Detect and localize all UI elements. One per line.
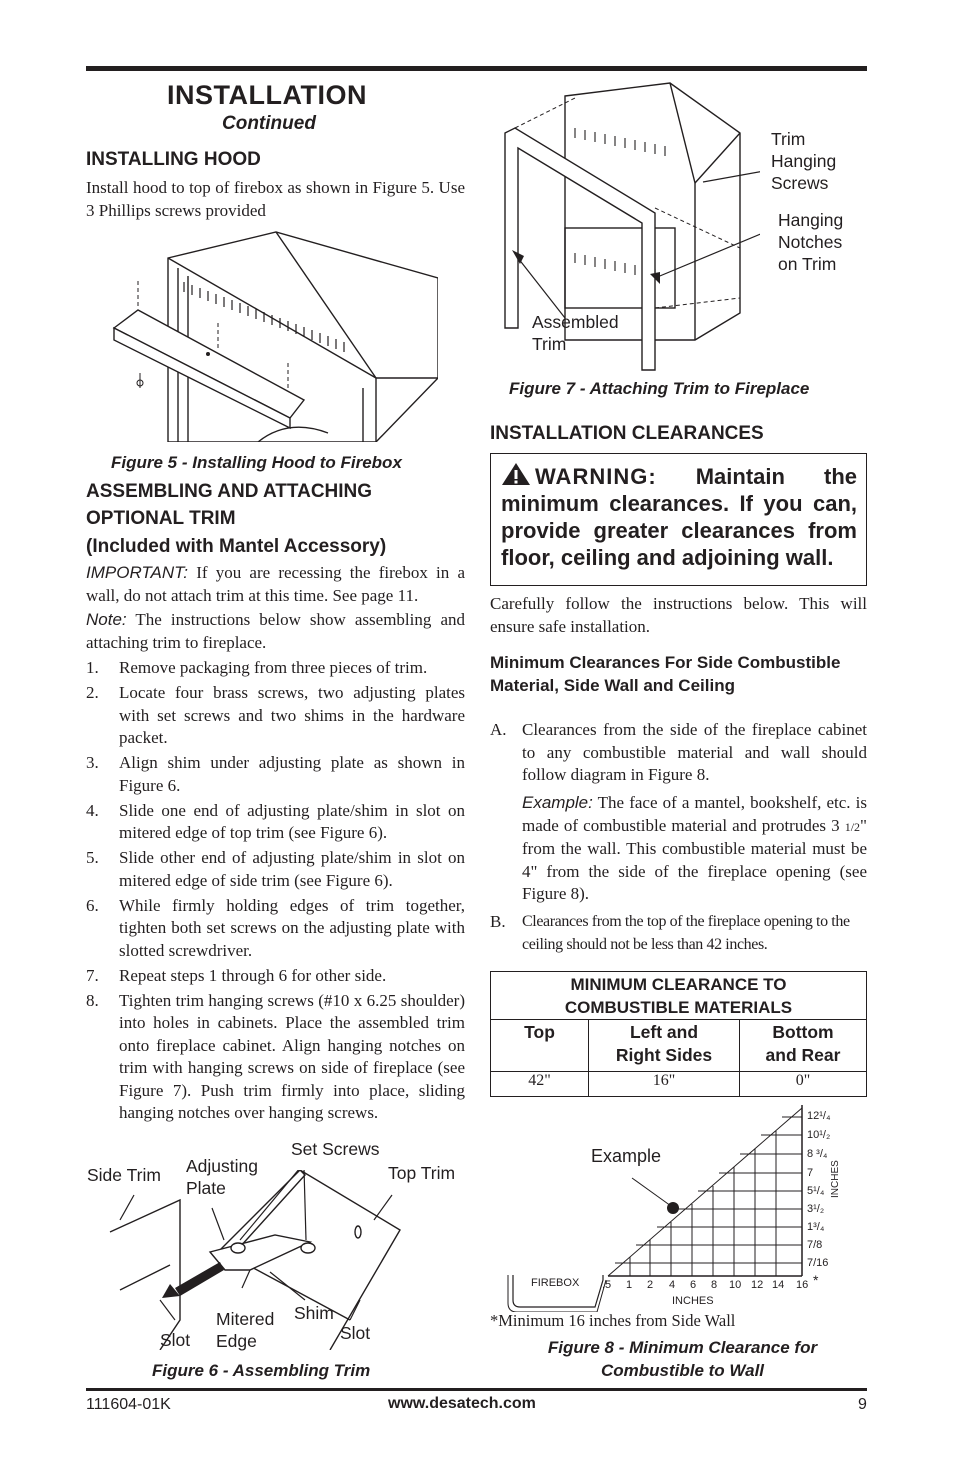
figure8-x-axis-label: INCHES bbox=[672, 1295, 714, 1307]
x-tick: 1 bbox=[626, 1279, 633, 1291]
x-tick: 10 bbox=[729, 1279, 742, 1291]
step-item bbox=[86, 752, 465, 797]
step-item bbox=[86, 847, 465, 892]
warning-triangle-icon bbox=[501, 462, 531, 486]
trim-heading-3: (Included with Mantel Accessory) bbox=[86, 536, 387, 557]
table-title-1: MINIMUM CLEARANCE TO bbox=[570, 974, 787, 994]
page-title: INSTALLATION bbox=[167, 80, 367, 110]
x-tick: 12 bbox=[751, 1279, 764, 1291]
figure7-fireplace-illustration bbox=[490, 78, 760, 376]
top-rule bbox=[86, 66, 867, 71]
step-text: Locate four brass screws, two adjusting plates with set screws and two shims in the hardware packet. bbox=[119, 683, 465, 747]
table-header-sides-1: Left and bbox=[629, 1022, 699, 1042]
clearances-intro: Carefully follow the instructions below. This will ensure safe installation. bbox=[490, 594, 867, 636]
figure6-label-side-trim: Side Trim bbox=[87, 1165, 161, 1185]
step-item bbox=[86, 682, 465, 750]
step-text: Slide other end of adjusting plate/shim in slot on mitered edge of side trim (see Figure 6). bbox=[119, 848, 465, 890]
figure7-label-assembled: Assembled bbox=[532, 312, 619, 332]
table-row bbox=[491, 972, 867, 1020]
figure5-hood-illustration bbox=[108, 228, 438, 442]
figure6-caption: Figure 6 - Assembling Trim bbox=[152, 1361, 371, 1380]
table-title bbox=[491, 972, 867, 1020]
clearance-table bbox=[490, 971, 867, 1097]
important-paragraph bbox=[86, 562, 465, 607]
figure6-label-adjusting: Adjusting bbox=[186, 1156, 258, 1176]
step-item bbox=[86, 657, 465, 680]
x-tick: 4 bbox=[669, 1279, 676, 1291]
y-tick: 1³/₄ bbox=[807, 1221, 825, 1233]
trim-heading-1: ASSEMBLING AND ATTACHING bbox=[86, 481, 373, 502]
table-cell-top: 42" bbox=[491, 1072, 589, 1097]
table-header-bottom bbox=[740, 1020, 867, 1072]
y-tick: 10¹/₂ bbox=[807, 1129, 831, 1141]
figure8-caption-2: Combustible to Wall bbox=[600, 1361, 765, 1380]
table-header-sides-2: Right Sides bbox=[615, 1045, 713, 1065]
step-number: 5. bbox=[86, 848, 99, 867]
item-b-letter: B. bbox=[490, 912, 506, 931]
warning-rest: Maintain the minimum clearances. If you can, provide greater clearances from floor, ceiling and adjoining wall. bbox=[501, 464, 857, 570]
y-tick: 3¹/₂ bbox=[807, 1203, 825, 1215]
figure6-label-edge: Edge bbox=[216, 1331, 257, 1351]
y-tick: 8 ³/₄ bbox=[807, 1148, 828, 1160]
figure6-label-shim: Shim bbox=[294, 1303, 334, 1323]
step-number: 3. bbox=[86, 753, 99, 772]
clearances-heading: INSTALLATION CLEARANCES bbox=[490, 423, 764, 444]
figure7-label-trim-2: Trim bbox=[532, 334, 567, 354]
x-tick: 8 bbox=[711, 1279, 718, 1291]
page-subtitle: Continued bbox=[222, 113, 316, 134]
example-fraction: 1/2 bbox=[844, 819, 861, 834]
note-paragraph bbox=[86, 609, 465, 654]
figure8-caption-1: Figure 8 - Minimum Clearance for bbox=[547, 1338, 818, 1357]
step-item bbox=[86, 990, 465, 1125]
step-text: Repeat steps 1 through 6 for other side. bbox=[119, 965, 387, 985]
step-text: While firmly holding edges of trim together, tighten both set screws on the adjusting plate with slotted screwdriver. bbox=[119, 895, 465, 960]
example-label: Example: bbox=[522, 793, 593, 812]
x-tick: .5 bbox=[602, 1279, 612, 1291]
footer-page-number: 9 bbox=[858, 1396, 867, 1413]
figure8-example-label: Example bbox=[591, 1146, 662, 1166]
table-header-sides bbox=[589, 1020, 740, 1072]
step-text: Slide one end of adjusting plate/shim in slot on mitered edge of top trim (see Figure 6). bbox=[119, 800, 465, 842]
step-number: 6. bbox=[86, 895, 99, 915]
step-number: 8. bbox=[86, 990, 99, 1010]
step-number: 4. bbox=[86, 800, 99, 820]
x-tick: 6 bbox=[690, 1279, 697, 1291]
table-row bbox=[491, 1072, 867, 1097]
note-label: Note: bbox=[86, 610, 127, 629]
step-text: Align shim under adjusting plate as shown in Figure 6. bbox=[119, 753, 465, 795]
y-tick: 7/8 bbox=[807, 1239, 823, 1251]
step-text: Tighten trim hanging screws (#10 x 6.25 shoulder) into holes in cabinets. Place the assembled trim onto fireplace cabinet. Align hanging notches on trim with hanging screws on side of fireplace (see Figure 7). Push trim firmly into place, sliding hanging notches over hanging screws. bbox=[119, 990, 465, 1122]
figure6-label-mitered: Mitered bbox=[216, 1309, 275, 1329]
warning-box bbox=[490, 453, 867, 586]
table-row bbox=[491, 1020, 867, 1072]
item-a-text: Clearances from the side of the fireplace cabinet to any combustible material and wall should follow diagram in Figure 8. bbox=[522, 720, 867, 784]
installing-hood-text: Install hood to top of firebox as shown in Figure 5. Use 3 Phillips screws provided bbox=[86, 178, 465, 220]
figure6-label-slot-right: Slot bbox=[340, 1323, 371, 1343]
important-label: IMPORTANT: bbox=[86, 563, 188, 582]
table-cell-bottom: 0" bbox=[740, 1072, 867, 1097]
figure6-label-top-trim: Top Trim bbox=[388, 1163, 456, 1183]
figure6-label-plate: Plate bbox=[186, 1178, 226, 1198]
table-header-top: Top bbox=[491, 1020, 589, 1072]
step-item bbox=[86, 965, 465, 988]
footer-doc-number: 111604-01K bbox=[86, 1396, 171, 1413]
figure7-label-notches-2: Notches bbox=[778, 232, 843, 252]
note-text: The instructions below show assembling and attaching trim to fireplace. bbox=[86, 610, 465, 652]
figure8-asterisk: * bbox=[813, 1272, 819, 1288]
table-cell-sides: 16" bbox=[589, 1072, 740, 1097]
step-number: 1. bbox=[86, 658, 99, 677]
installing-hood-heading: INSTALLING HOOD bbox=[86, 149, 261, 170]
figure6-label-set-screws: Set Screws bbox=[291, 1139, 380, 1159]
x-tick: 2 bbox=[647, 1279, 654, 1291]
y-tick: 12¹/₄ bbox=[807, 1110, 831, 1122]
step-item bbox=[86, 800, 465, 845]
step-number: 7. bbox=[86, 965, 99, 985]
figure8-firebox-label: FIREBOX bbox=[531, 1277, 580, 1289]
table-header-bottom-2: and Rear bbox=[765, 1045, 841, 1065]
example-paragraph bbox=[522, 792, 867, 906]
figure7-label-trim: Trim bbox=[771, 129, 806, 149]
warning-word: WARNING: bbox=[535, 464, 657, 489]
figure5-caption: Figure 5 - Installing Hood to Firebox bbox=[111, 453, 402, 472]
figure7-label-notches-3: on Trim bbox=[778, 254, 837, 274]
figure7-label-notches-1: Hanging bbox=[778, 210, 844, 230]
example-text-1: The face of a mantel, bookshelf, etc. is made of combustible material and protrudes 3 bbox=[522, 793, 867, 835]
figure7-label-screws: Screws bbox=[771, 173, 829, 193]
trim-steps-list bbox=[86, 657, 465, 1127]
figure8-y-axis-label: INCHES bbox=[830, 1160, 841, 1198]
x-tick: 16 bbox=[796, 1279, 809, 1291]
bottom-rule bbox=[86, 1388, 867, 1391]
footer-website-link[interactable]: www.desatech.com bbox=[388, 1395, 536, 1412]
step-number: 2. bbox=[86, 683, 99, 702]
figure8-footnote: *Minimum 16 inches from Side Wall bbox=[490, 1311, 736, 1330]
y-tick: 7 bbox=[807, 1167, 814, 1179]
step-item bbox=[86, 895, 465, 963]
y-tick: 5¹/₄ bbox=[807, 1185, 825, 1197]
trim-heading-2: OPTIONAL TRIM bbox=[86, 508, 236, 529]
important-text: If you are recessing the firebox in a wall, do not attach trim at this time. See page 11. bbox=[86, 563, 465, 605]
table-title-2: COMBUSTIBLE MATERIALS bbox=[564, 997, 793, 1017]
table-header-bottom-1: Bottom bbox=[772, 1022, 834, 1042]
item-b-text: Clearances from the top of the fireplace opening to the ceiling should not be less than 42 inches. bbox=[522, 913, 850, 953]
figure7-caption: Figure 7 - Attaching Trim to Fireplace bbox=[509, 379, 810, 398]
example-text-2: " from the wall. This combustible material must be 4" from the side of the fireplace opening (see Figure 8). bbox=[522, 815, 867, 903]
figure7-label-hanging: Hanging bbox=[771, 151, 837, 171]
clearances-subheading: Minimum Clearances For Side Combustible Material, Side Wall and Ceiling bbox=[490, 653, 841, 695]
y-tick: 7/16 bbox=[807, 1257, 829, 1269]
item-a-letter: A. bbox=[490, 720, 507, 739]
warning-text bbox=[501, 462, 857, 571]
x-tick: 14 bbox=[772, 1279, 785, 1291]
figure6-label-slot-left: Slot bbox=[160, 1330, 191, 1350]
step-text: Remove packaging from three pieces of trim. bbox=[119, 658, 428, 677]
